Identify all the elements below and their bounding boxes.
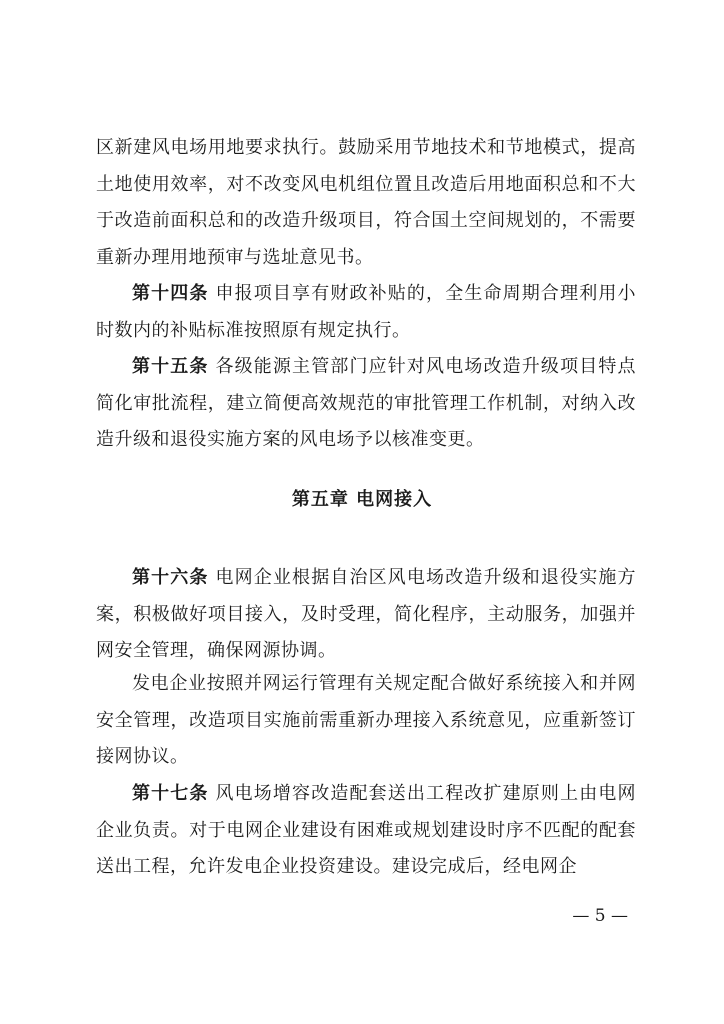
article-16-label: 第十六条 — [132, 567, 209, 588]
paragraph-generation-companies — [96, 666, 636, 776]
article-17 — [96, 776, 636, 886]
article-17-text: 风电场增容改造配套送出工程改扩建原则上由电网企业负责。对于电网企业建设有困难或规划建设时序不匹配的配套送出工程，允许发电企业投资建设。建设完成后，经电网企 — [96, 783, 637, 877]
article-14-text: 申报项目享有财政补贴的，全生命周期合理利用小时数内的补贴标准按照原有规定执行。 — [96, 283, 637, 341]
article-15 — [96, 349, 636, 459]
paragraph-land-use — [96, 130, 636, 276]
article-16 — [96, 560, 636, 670]
article-15-text: 各级能源主管部门应针对风电场改造升级项目特点简化审批流程，建立简便高效规范的审批管理工作机制，对纳入改造升级和退役实施方案的风电场予以核准变更。 — [96, 356, 637, 450]
article-14 — [96, 276, 636, 349]
article-15-label: 第十五条 — [132, 356, 209, 377]
article-14-label: 第十四条 — [132, 283, 209, 304]
paragraph-land-use-text: 区新建风电场用地要求执行。鼓励采用节地技术和节地模式，提高土地使用效率，对不改变风电机组位置且改造后用地面积总和不大于改造前面积总和的改造升级项目，符合国土空间规划的，不需要重新办理用地预审与选址意见书。 — [96, 137, 636, 268]
chapter-heading: 第五章 电网接入 — [291, 489, 433, 510]
article-17-label: 第十七条 — [132, 783, 209, 804]
article-16-text: 电网企业根据自治区风电场改造升级和退役实施方案，积极做好项目接入，及时受理，简化程序，主动服务，加强并网安全管理，确保网源协调。 — [96, 567, 637, 661]
paragraph-generation-companies-text: 发电企业按照并网运行管理有关规定配合做好系统接入和并网安全管理，改造项目实施前需重新办理接入系统意见，应重新签订接网协议。 — [96, 673, 636, 767]
page-number: — 5 — — [572, 906, 628, 926]
